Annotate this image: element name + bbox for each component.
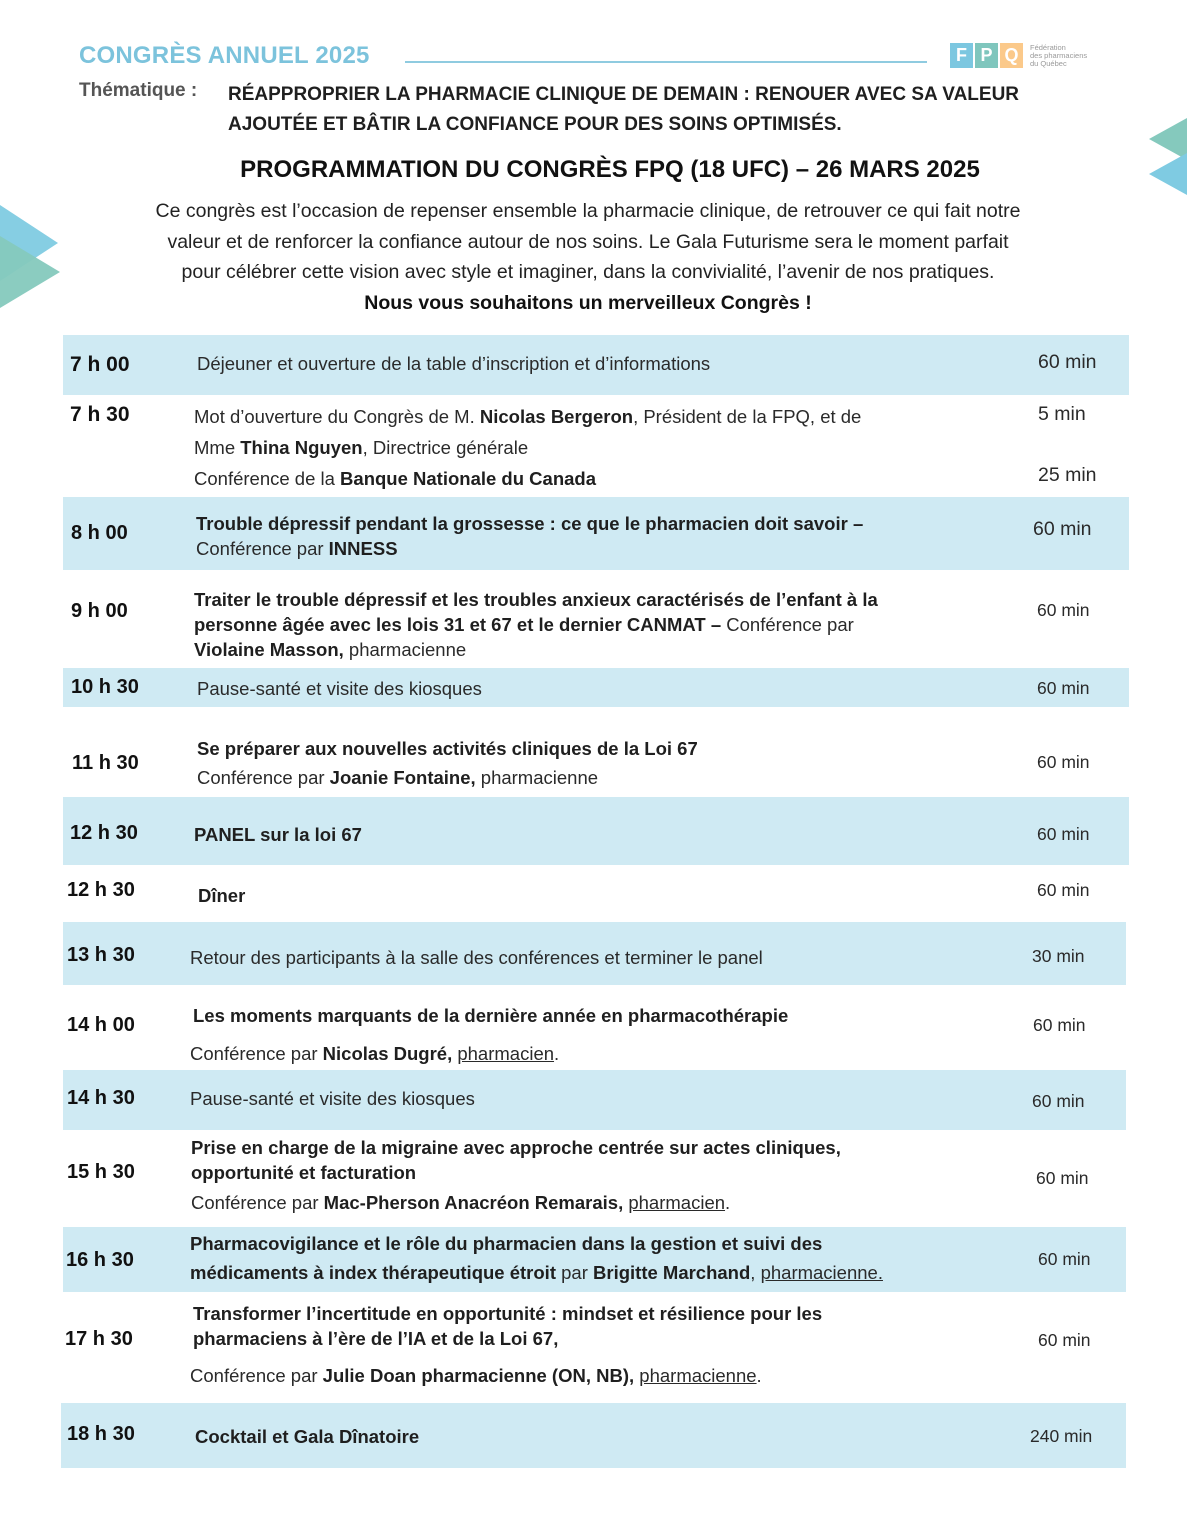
row-description (190, 1301, 823, 1388)
schedule-row (63, 1292, 1126, 1403)
row-duration: 60 min (1037, 752, 1090, 772)
row-time: 12 h 30 (67, 879, 135, 901)
event-title: CONGRÈS ANNUEL 2025 (79, 42, 370, 69)
session-title: Prise en charge de la migraine avec approche centrée sur actes cliniques, (191, 1137, 841, 1158)
text: Conférence par (196, 538, 329, 559)
speaker-title-link[interactable]: pharmacienne (639, 1365, 757, 1386)
schedule-row (63, 1227, 1126, 1292)
row-time: 13 h 30 (67, 944, 135, 966)
schedule-row (63, 570, 1129, 668)
logo-subtitle-line: des pharmaciens (1030, 50, 1088, 60)
speaker-name: Joanie Fontaine, (329, 767, 476, 788)
row-time: 18 h 30 (67, 1423, 135, 1445)
speaker-title-link[interactable]: pharmacienne. (760, 1262, 883, 1283)
text: Conférence par (190, 1365, 323, 1386)
schedule-row (63, 865, 1129, 922)
row-time: 16 h 30 (66, 1249, 134, 1271)
speaker-title-link[interactable]: pharmacien (628, 1192, 726, 1213)
theme-label: Thématique : (79, 80, 198, 101)
schedule-row (63, 985, 1126, 1070)
row-description (191, 1135, 841, 1215)
speaker-name: Brigitte Marchand (593, 1262, 751, 1283)
text: , Président de la FPQ, et de (633, 406, 862, 427)
row-duration: 60 min (1037, 678, 1090, 698)
row-time: 15 h 30 (67, 1161, 135, 1183)
text: Mot d’ouverture du Congrès de M. (194, 406, 480, 427)
speaker-name: Thina Nguyen (240, 437, 363, 458)
session-title: Trouble dépressif pendant la grossesse : ce que le pharmacien doit savoir – (196, 513, 864, 534)
row-time: 9 h 00 (71, 600, 128, 622)
row-duration: 240 min (1030, 1426, 1093, 1446)
fpq-logo (950, 43, 1100, 68)
row-time: 14 h 00 (67, 1014, 135, 1036)
row-time: 14 h 30 (67, 1087, 135, 1109)
logo-subtitle-line: Fédération (1030, 42, 1066, 52)
intro-line: pour célébrer cette vision avec style et imaginer, dans la convivialité, l’avenir de nos pratiques. (181, 261, 995, 283)
row-time: 11 h 30 (72, 752, 139, 774)
text: , Directrice générale (362, 437, 529, 458)
row-duration: 60 min (1036, 1168, 1089, 1188)
row-duration: 60 min (1033, 518, 1092, 540)
session-title: Les moments marquants de la dernière année en pharmacothérapie (193, 1005, 789, 1026)
session-title: Pharmacovigilance et le rôle du pharmacien dans la gestion et suivi des (190, 1233, 823, 1254)
row-description (196, 511, 863, 561)
text: , (750, 1262, 761, 1283)
intro-closing: Nous vous souhaitons un merveilleux Congrès ! (364, 291, 812, 314)
row-description (195, 1424, 419, 1449)
row-description (194, 587, 878, 662)
row-duration: 60 min (1033, 1015, 1086, 1035)
row-description (194, 822, 362, 847)
session-title: Transformer l’incertitude en opportunité : mindset et résilience pour les (193, 1303, 823, 1324)
logo-letter-f: F (950, 43, 973, 68)
text: . (554, 1043, 560, 1064)
row-time: 17 h 30 (65, 1328, 133, 1350)
logo-subtitle (1030, 44, 1100, 68)
row-duration: 60 min (1037, 824, 1090, 844)
session-title: personne âgée avec les lois 31 et 67 et le dernier CANMAT – (194, 614, 722, 635)
schedule-row (63, 797, 1129, 865)
speaker-name: Julie Doan pharmacienne (ON, NB), (322, 1365, 635, 1386)
schedule-row (63, 1070, 1126, 1130)
row-duration: 60 min (1032, 1091, 1085, 1111)
schedule-row (63, 707, 1129, 797)
speaker-name: Violaine Masson, (194, 639, 344, 660)
row-duration: 60 min (1038, 1330, 1091, 1350)
row-duration: 5 min (1038, 403, 1086, 425)
text: par (555, 1262, 594, 1283)
session-title: Se préparer aux nouvelles activités cliniques de la Loi 67 (197, 738, 698, 759)
session-title: médicaments à index thérapeutique étroit (190, 1262, 556, 1283)
program-intro (60, 196, 1116, 318)
row-duration: 60 min (1038, 351, 1097, 373)
session-title: Traiter le trouble dépressif et les troubles anxieux caractérisés de l’enfant à la (194, 589, 878, 610)
row-time: 12 h 30 (70, 822, 138, 844)
speaker-name: Nicolas Bergeron (479, 406, 634, 427)
row-duration: 60 min (1038, 1249, 1091, 1269)
text: pharmacienne (343, 639, 467, 660)
text: . (725, 1192, 731, 1213)
schedule-row (63, 395, 1129, 497)
intro-line: valeur et de renforcer la confiance autour de nos soins. Le Gala Futurisme sera le moment parfait (167, 230, 1009, 253)
schedule-row (63, 335, 1129, 395)
schedule-row (63, 668, 1129, 707)
row-description: Retour des participants à la salle des conférences et terminer le panel (190, 947, 763, 968)
speaker-name: Nicolas Dugré, (322, 1043, 453, 1064)
session-title: PANEL sur la loi 67 (194, 824, 362, 845)
text: Mme (194, 437, 241, 458)
schedule-row (63, 922, 1126, 985)
row-time: 7 h 30 (70, 403, 130, 426)
program-title: PROGRAMMATION DU CONGRÈS FPQ (18 UFC) – 26 MARS 2025 (240, 156, 980, 183)
session-title: pharmaciens à l’ère de l’IA et de la Loi 67, (193, 1328, 559, 1349)
row-time: 7 h 00 (70, 353, 130, 376)
row-duration-secondary: 25 min (1038, 464, 1097, 486)
speaker-title-link[interactable]: pharmacien (457, 1043, 555, 1064)
logo-letter-q: Q (1000, 43, 1023, 68)
sponsor-name: Banque Nationale du Canada (340, 468, 597, 489)
speaker-name: INNESS (328, 538, 398, 559)
row-description (198, 883, 245, 908)
intro-line: Ce congrès est l’occasion de repenser ensemble la pharmacie clinique, de retrouver ce qui fait notre (155, 200, 1021, 222)
schedule-row (63, 1130, 1126, 1227)
row-description: Déjeuner et ouverture de la table d’inscription et d’informations (197, 353, 711, 374)
decorative-triangle-left-teal (0, 236, 60, 308)
row-description (194, 401, 861, 494)
text: Conférence par (721, 614, 854, 635)
row-time: 8 h 00 (71, 522, 128, 544)
logo-letter-p: P (975, 43, 998, 68)
session-title: Dîner (198, 885, 246, 906)
session-title: Cocktail et Gala Dînatoire (195, 1426, 420, 1447)
row-duration: 60 min (1037, 880, 1090, 900)
text: . (756, 1365, 762, 1386)
row-time: 10 h 30 (71, 676, 139, 698)
row-description (197, 734, 698, 792)
row-description: Pause-santé et visite des kiosques (197, 678, 482, 699)
session-title: opportunité et facturation (191, 1162, 417, 1183)
row-description: Pause-santé et visite des kiosques (190, 1088, 475, 1109)
theme-text: RÉAPPROPRIER LA PHARMACIE CLINIQUE DE DEMAIN : RENOUER AVEC SA VALEUR AJOUTÉE ET BÂTIR LA CONFIANCE POUR DES SOINS OPTIMISÉS. (228, 84, 1020, 135)
header-divider (405, 61, 927, 63)
logo-subtitle-line: du Québec (1030, 58, 1067, 68)
row-duration: 60 min (1037, 600, 1090, 620)
text: Conférence de la (194, 468, 341, 489)
text: Conférence par (190, 1043, 323, 1064)
speaker-name: Mac-Pherson Anacréon Remarais, (323, 1192, 624, 1213)
row-description (190, 1229, 883, 1287)
row-description (190, 997, 789, 1073)
text: Conférence par (197, 767, 330, 788)
row-duration: 30 min (1032, 946, 1085, 966)
schedule-row (61, 1403, 1126, 1468)
text: pharmacienne (475, 767, 599, 788)
schedule-row (63, 497, 1129, 570)
text: Conférence par (191, 1192, 324, 1213)
